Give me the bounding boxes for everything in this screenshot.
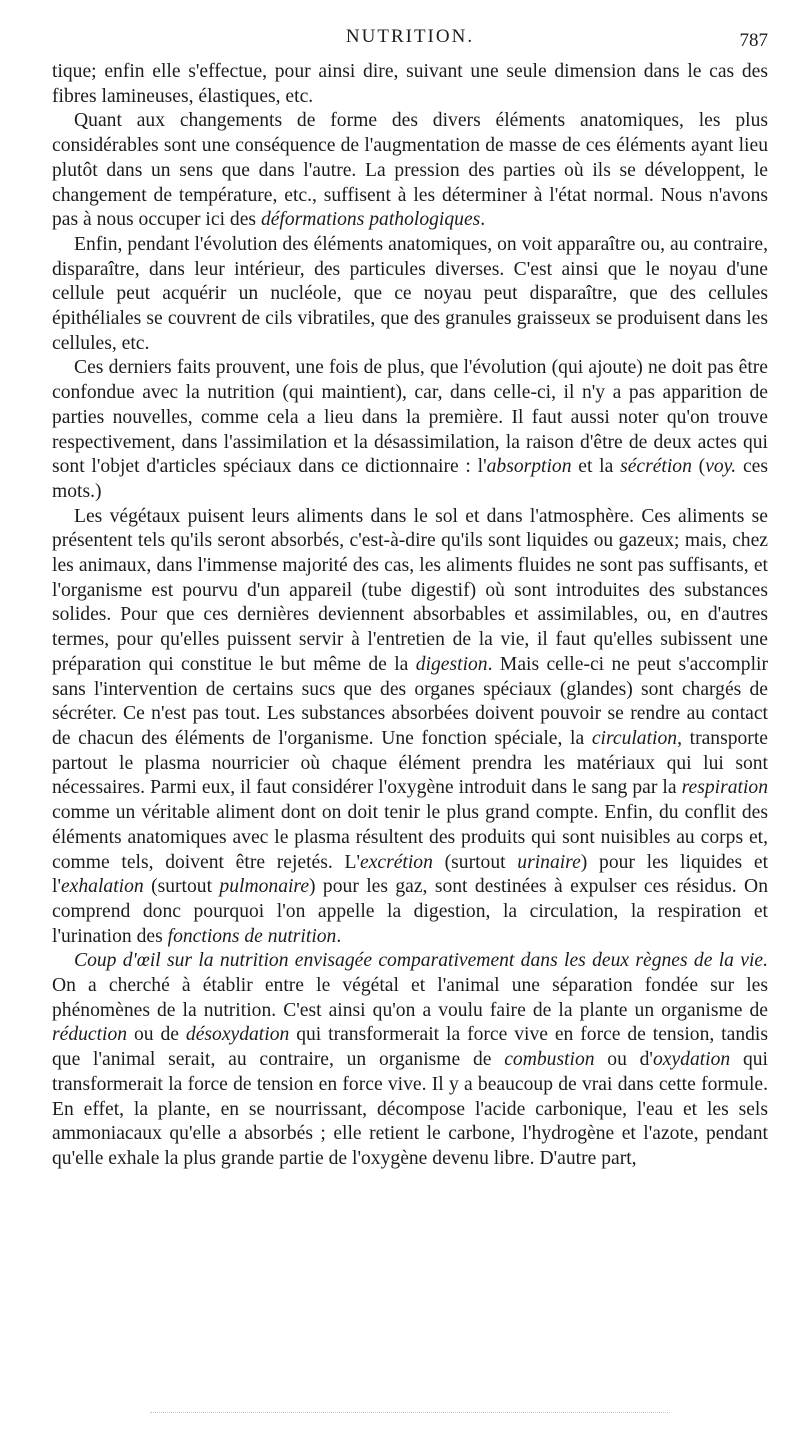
paragraph <box>52 60 768 109</box>
italic-text: sécrétion <box>620 456 692 478</box>
text-run: Ces derniers faits prouvent, une fois de plus, que l'évolution (qui ajoute) ne doit pas être confondue avec la nutrition (qui maintient), car, dans celle-ci, il n'y a pas apparition de parties nouvelles, comme cela a lieu dans la première. Il faut aussi noter qu'on trouve respectivement, dans l'assimilation et la désassimilation, la raison d'être de deux actes qui sont l'objet d'articles spéciaux dans ce dictionnaire : l' <box>52 357 768 478</box>
italic-text: réduction <box>52 1024 128 1046</box>
italic-text: fonctions de nutrition <box>167 925 337 947</box>
italic-text: respiration <box>681 777 768 799</box>
text-run: , transporte partout le plasma nourricier où chaque élément prendra les matériaux qui lui sont nécessaires. Parmi eux, il faut considérer l'oxygène introduit dans le sang par la <box>52 727 768 799</box>
text-run: qui transformerait la force de tension en force vive. Il y a beaucoup de vrai dans cette formule. En effet, la plante, en se nourrissant, décompose l'acide carbonique, l'eau et les sels ammoniacaux qu'elle a absorbés ; elle retient le carbone, l'hydrogène et l'azote, pendant qu'elle exhale la plus grande partie de l'oxygène devenu libre. D'autre part, <box>52 1049 768 1169</box>
italic-text: Coup d'œil sur la nutrition envisagée comparativement dans les deux règnes de la vie. <box>74 950 768 972</box>
text-run: ou d' <box>594 1049 653 1071</box>
italic-text: voy. <box>705 456 737 478</box>
italic-text: désoxydation <box>185 1024 290 1046</box>
text-run: Les végétaux puisent leurs aliments dans le sol et dans l'atmosphère. Ces aliments se présentent tels qu'ils seront absorbés, c'est-à-dire qu'ils sont liquides ou gazeux; mais, chez les animaux, dans l'immense majorité des cas, les aliments fluides ne sont pas suffisants, et l'organisme est pourvu d'un appareil (tube digestif) où sont introduites des substances solides. Pour que ces dernières deviennent absorbables et assimilables, ou, en d'autres termes, pour qu'elles puissent servir à l'entretien de la vie, il faut qu'elles subissent une préparation qui constitue le but même de la <box>52 505 768 675</box>
text-run: comme un véritable aliment dont on doit tenir le plus grand compte. Enfin, du conflit des éléments anatomiques avec le plasma résultent des produits qui sont nuisibles au corps et, comme tels, doivent être rejetés. L' <box>52 802 768 873</box>
text-run: qui transformerait la force vive en force de tension, tandis que l'animal serait, au contraire, un organisme de <box>52 1024 768 1071</box>
text-run: . <box>336 925 342 947</box>
text-run: ( <box>691 456 706 478</box>
text-run: ces mots.) <box>52 456 768 502</box>
text-run: ) pour les liquides et l' <box>52 851 769 898</box>
italic-text: excrétion <box>360 851 433 873</box>
text-run: ) pour les gaz, sont destinées à expulser ces résidus. On comprend donc pourquoi l'on appelle la digestion, la circulation, la respiration et l'urination des <box>52 876 768 947</box>
italic-text: digestion <box>415 653 488 675</box>
italic-text: absorption <box>486 456 572 478</box>
paragraph <box>52 233 768 357</box>
text-run: (surtout <box>432 851 518 873</box>
paragraph <box>52 949 768 1171</box>
paragraph <box>52 505 768 950</box>
italic-text: pulmonaire <box>219 876 310 898</box>
text-run: Quant aux changements de forme des divers éléments anatomiques, les plus considérables sont une conséquence de l'augmentation de masse de ces éléments ayant lieu plutôt dans un sens que dans l'autre. La pression des parties où ils se développent, le changement de température, etc., suffisent à les déterminer à l'état normal. Nous n'avons pas à nous occuper ici des <box>52 110 768 231</box>
page-number: 787 <box>739 30 768 51</box>
text-run: On a cherché à établir entre le végétal et l'animal une séparation fondée sur les phénomènes de la nutrition. C'est ainsi qu'on a voulu faire de la plante un organisme de <box>52 975 768 1021</box>
page-header <box>52 26 768 56</box>
bottom-faint-rule <box>150 1412 670 1413</box>
italic-text: urinaire <box>517 851 581 873</box>
italic-text: circulation <box>591 727 678 749</box>
italic-text: exhalation <box>60 876 144 898</box>
italic-text: oxydation <box>652 1049 731 1071</box>
running-title: NUTRITION. <box>345 26 475 47</box>
body-text <box>52 60 768 1172</box>
paragraph <box>52 356 768 504</box>
italic-text: combustion <box>504 1049 595 1071</box>
text-run: tique; enfin elle s'effectue, pour ainsi dire, suivant une seule dimension dans le cas des fibres lamineuses, élastiques, etc. <box>52 61 768 107</box>
text-run: ou de <box>127 1024 186 1046</box>
text-run: . Mais celle-ci ne peut s'accomplir sans l'intervention de certains sucs que des organes spéciaux (glandes) sont chargés de sécréter. Ce n'est pas tout. Les substances absorbées doivent pouvoir se rendre au contact de chacun des éléments de l'organisme. Une fonction spéciale, la <box>52 653 768 749</box>
text-run: (surtout <box>143 876 220 898</box>
paragraph <box>52 109 768 233</box>
text-run: Enfin, pendant l'évolution des éléments anatomiques, on voit apparaître ou, au contraire, disparaître, dans leur intérieur, des particules diverses. C'est ainsi que le noyau d'une cellule peut acquérir un nucléole, que ce noyau peut disparaître, que des cellules épithéliales se couvrent de cils vibratiles, que des granules graisseux se produisent dans les cellules, etc. <box>52 233 768 354</box>
text-run: . <box>480 209 486 231</box>
italic-text: déformations pathologiques <box>260 209 481 231</box>
text-run: et la <box>571 456 621 478</box>
